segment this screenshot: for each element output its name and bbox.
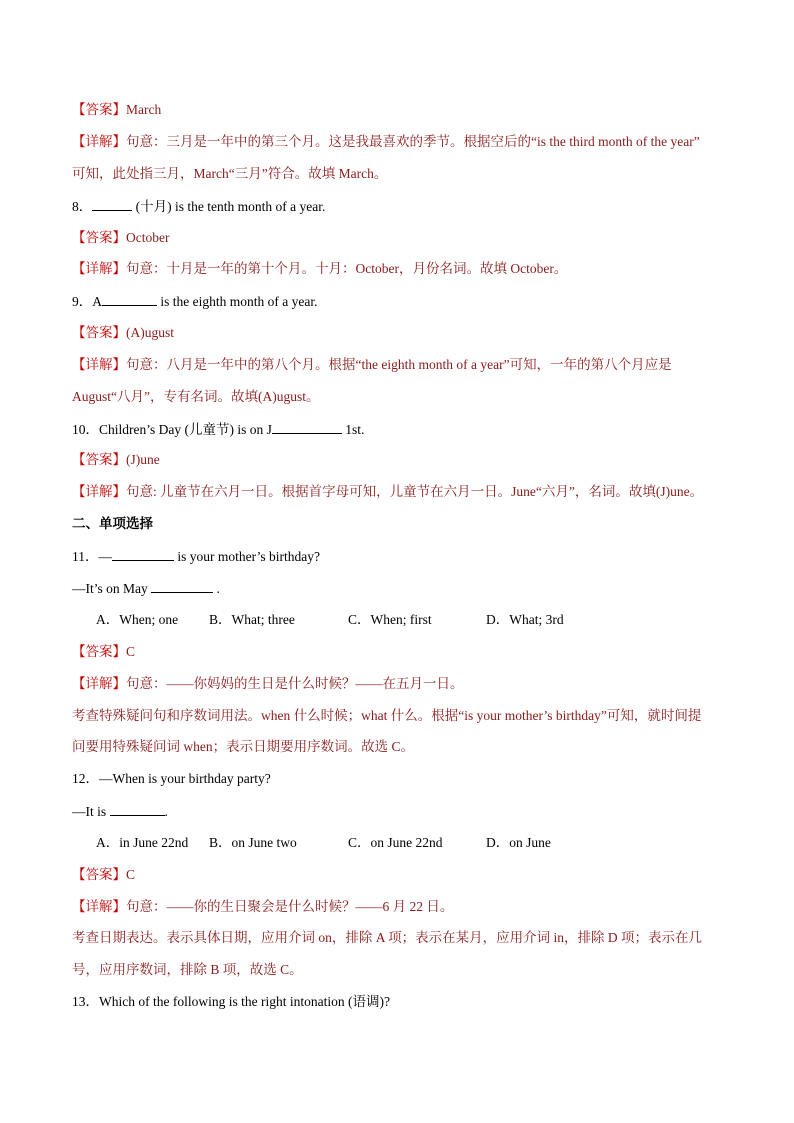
- q11-detail-line-2: [72, 706, 701, 726]
- answer-tag: 【答案】: [72, 452, 126, 467]
- q9-detail-line-1: [72, 355, 672, 375]
- q7-detail-1: 句意：三月是一年中的第三个月。这是我最喜欢的季节。根据空后的“is the third month of the year”: [126, 134, 700, 149]
- q12-option-b: B．on June two: [209, 835, 297, 850]
- q9-question: [72, 291, 317, 312]
- q11-option-a: A．When; one: [96, 612, 179, 627]
- detail-tag: 【详解】: [72, 134, 126, 149]
- q12-detail-1: 句意：——你的生日聚会是什么时候？——6 月 22 日。: [126, 899, 454, 914]
- q11-number: 11．—: [72, 549, 112, 564]
- q11-detail-1: 句意：——你妈妈的生日是什么时候？——在五月一日。: [126, 676, 464, 691]
- q13-question: [72, 992, 390, 1012]
- q11-text: is your mother’s birthday?: [174, 549, 320, 564]
- detail-tag: 【详解】: [72, 357, 126, 372]
- q11-answer: C: [126, 644, 136, 659]
- q12-detail-3: 号，应用序数词，排除 B 项，故选 C。: [72, 962, 303, 977]
- q10-text: 1st.: [341, 422, 365, 437]
- q7-detail-2: 可知，此处指三月，March“三月”符合。故填 March。: [72, 166, 388, 181]
- answer-tag: 【答案】: [72, 102, 126, 117]
- q12-option-d: D．on June: [486, 835, 551, 850]
- q8-question: [72, 196, 325, 217]
- q12-detail-line-1: [72, 897, 453, 917]
- q11-detail-line-1: [72, 674, 464, 694]
- q9-blank: [102, 291, 157, 306]
- q8-blank: [92, 196, 132, 211]
- detail-tag: 【详解】: [72, 899, 126, 914]
- q12-detail-line-2: [72, 928, 702, 948]
- q7-detail-line-2: [72, 164, 387, 184]
- q12-option-c: C．on June 22nd: [348, 835, 443, 850]
- q11-detail-3: 问要用特殊疑问词 when；表示日期要用序数词。故选 C。: [72, 739, 414, 754]
- q11-blank-2: [151, 578, 213, 593]
- q12-response-text: —It is: [72, 804, 110, 819]
- q12-detail-2: 考查日期表达。表示具体日期，应用介词 on，排除 A 项；表示在某月，应用介词 in，排除 D 项；表示在几: [72, 930, 703, 945]
- q11-answer-line: [72, 642, 135, 662]
- q9-detail-2: August“八月”，专有名词。故填(A)ugust。: [72, 389, 320, 404]
- q10-number: 10．Children’s Day (儿童节) is on J: [72, 422, 272, 437]
- detail-tag: 【详解】: [72, 484, 126, 499]
- q8-answer: October: [126, 230, 170, 245]
- q11-response-text: —It’s on May: [72, 581, 152, 596]
- q7-detail-line-1: [72, 132, 700, 152]
- q11-blank-1: [112, 546, 174, 561]
- q9-answer: (A)ugust: [126, 325, 174, 340]
- detail-tag: 【详解】: [72, 261, 126, 276]
- answer-tag: 【答案】: [72, 230, 126, 245]
- q11-option-c: C．When; first: [348, 612, 432, 627]
- section-heading: 二、单项选择: [72, 516, 153, 531]
- q11-option-d: D．What; 3rd: [486, 612, 564, 627]
- q10-question: [72, 419, 364, 440]
- q8-answer-line: [72, 228, 169, 248]
- q10-answer-line: [72, 450, 160, 470]
- q11-response: [72, 578, 220, 599]
- q8-detail: 句意：十月是一年的第十个月。十月：October，月份名词。故填 October。: [126, 261, 568, 276]
- q12-option-a: A．in June 22nd: [96, 835, 189, 850]
- q8-text: (十月) is the tenth month of a year.: [132, 199, 326, 214]
- answer-tag: 【答案】: [72, 644, 126, 659]
- q12-number: 12．—When is your birthday party?: [72, 771, 271, 786]
- q10-detail: 句意: 儿童节在六月一日。根据首字母可知，儿童节在六月一日。June“六月”，名词。故填(J)une。: [126, 484, 704, 499]
- q9-detail-1: 句意：八月是一年中的第八个月。根据“the eighth month of a year”可知，一年的第八个月应是: [126, 357, 672, 372]
- q9-text: is the eighth month of a year.: [157, 294, 318, 309]
- q12-answer: C: [126, 867, 136, 882]
- answer-tag: 【答案】: [72, 867, 126, 882]
- q8-number: 8．: [72, 199, 93, 214]
- q12-response-end: .: [164, 804, 168, 819]
- q11-detail-2: 考查特殊疑问句和序数词用法。when 什么时候；what 什么。根据“is your mother’s birthday”可知，就时间提: [72, 708, 702, 723]
- q9-detail-line-2: [72, 387, 319, 407]
- q7-answer: March: [126, 102, 162, 117]
- q10-answer: (J)une: [126, 452, 160, 467]
- detail-tag: 【详解】: [72, 676, 126, 691]
- q12-detail-line-3: [72, 960, 303, 980]
- q12-response: [72, 801, 168, 822]
- q9-number: 9．A: [72, 294, 102, 309]
- q9-answer-line: [72, 323, 174, 343]
- q12-question: [72, 769, 271, 789]
- q7-answer-line: [72, 100, 161, 120]
- q11-option-b: B．What; three: [209, 612, 295, 627]
- q8-detail-line: [72, 259, 567, 279]
- q11-response-end: .: [213, 581, 220, 596]
- q11-question: [72, 546, 320, 567]
- q11-detail-line-3: [72, 737, 414, 757]
- q10-detail-line: [72, 482, 703, 502]
- q10-blank: [272, 419, 342, 434]
- q12-blank: [110, 801, 165, 816]
- q12-answer-line: [72, 865, 135, 885]
- q13-number: 13．Which of the following is the right intonation (语调)?: [72, 994, 390, 1009]
- answer-tag: 【答案】: [72, 325, 126, 340]
